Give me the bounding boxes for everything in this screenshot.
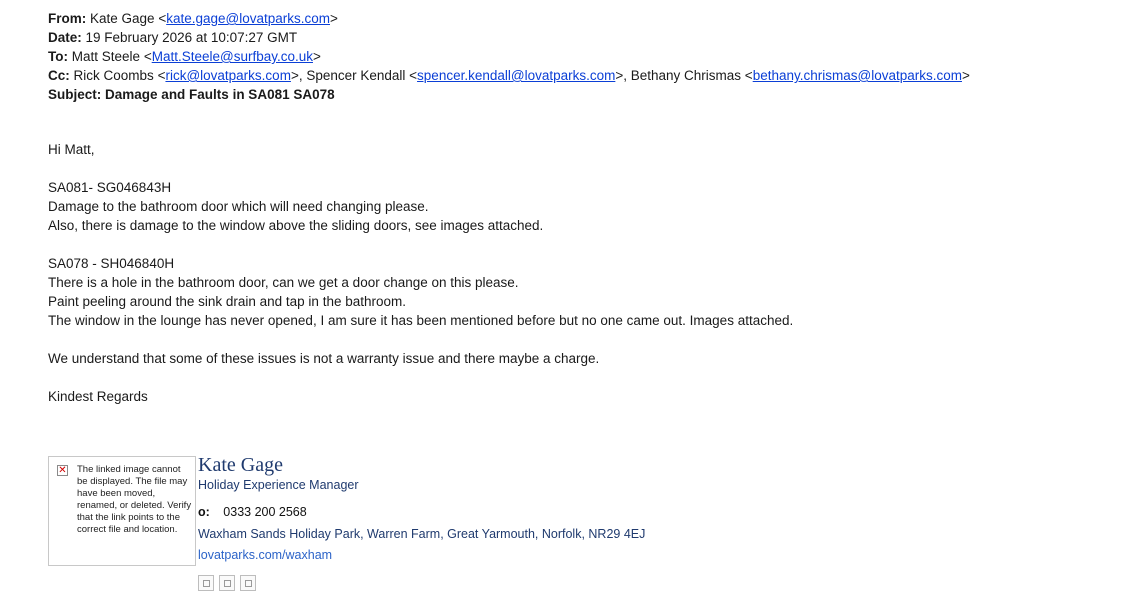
- warranty-note: We understand that some of these issues is not a warranty issue and there maybe a charge.: [48, 351, 600, 366]
- email-header: [48, 9, 970, 104]
- broken-image-icon: ✕: [58, 465, 67, 476]
- email-signature: [198, 453, 645, 564]
- from-label: From:: [48, 11, 87, 26]
- subject-row: [48, 85, 970, 104]
- signature-address: Waxham Sands Holiday Park, Warren Farm, Great Yarmouth, Norfolk, NR29 4EJ: [198, 527, 646, 541]
- date-row: [48, 28, 970, 47]
- signature-name: Kate Gage: [198, 454, 283, 476]
- body-line: The window in the lounge has never opened, I am sure it has been mentioned before but no one came out. Images attached.: [48, 313, 794, 328]
- body-line: SA078 - SH046840H: [48, 256, 175, 271]
- cc-label: Cc:: [48, 68, 70, 83]
- to-name: Matt Steele: [71, 49, 141, 64]
- cc-email-link[interactable]: bethany.chrismas@lovatparks.com: [752, 68, 962, 83]
- body-line: Damage to the bathroom door which will need changing please.: [48, 199, 429, 214]
- signature-website-link[interactable]: lovatparks.com/waxham: [198, 548, 333, 562]
- cc-name: Bethany Chrismas: [630, 68, 742, 83]
- to-row: To: Matt Steele <Matt.Steele@surfbay.co.uk>: [48, 49, 321, 64]
- greeting: Hi Matt,: [48, 142, 95, 157]
- body-line: SA081- SG046843H: [48, 180, 172, 195]
- broken-image-icon[interactable]: [219, 575, 235, 591]
- email-body: [48, 140, 793, 406]
- signature-role: Holiday Experience Manager: [198, 478, 359, 492]
- to-email-link[interactable]: Matt.Steele@surfbay.co.uk: [151, 49, 313, 64]
- broken-image-message: The linked image cannot be displayed. The file may have been moved, renamed, or deleted. Verify that the link points to the correct file and location.: [77, 464, 192, 535]
- body-line: There is a hole in the bathroom door, can we get a door change on this please.: [48, 275, 519, 290]
- date-label: Date:: [48, 30, 82, 45]
- body-line: Also, there is damage to the window above the sliding doors, see images attached.: [48, 218, 544, 233]
- cc-email-link[interactable]: rick@lovatparks.com: [165, 68, 291, 83]
- date-value: 19 February 2026 at 10:07:27 GMT: [85, 30, 298, 45]
- body-line: Paint peeling around the sink drain and tap in the bathroom.: [48, 294, 406, 309]
- cc-name: Spencer Kendall: [306, 68, 406, 83]
- cc-email-link[interactable]: spencer.kendall@lovatparks.com: [417, 68, 616, 83]
- broken-image-icon[interactable]: [240, 575, 256, 591]
- from-name: Kate Gage: [90, 11, 155, 26]
- from-email-link[interactable]: kate.gage@lovatparks.com: [166, 11, 330, 26]
- to-label: To:: [48, 49, 68, 64]
- signature-phone-row: [198, 504, 645, 521]
- social-icons: [198, 575, 256, 591]
- cc-row: Cc: Rick Coombs <rick@lovatparks.com>, Spencer Kendall <spencer.kendall@lovatparks.com>, Bethany Chrismas <bethany.chrismas@lovatparks.com>: [48, 68, 970, 83]
- phone-label: o:: [198, 505, 210, 519]
- broken-image-placeholder: [48, 456, 196, 566]
- cc-name: Rick Coombs: [73, 68, 154, 83]
- broken-image-icon[interactable]: [198, 575, 214, 591]
- from-row: From: Kate Gage <kate.gage@lovatparks.com>: [48, 11, 338, 26]
- signoff: Kindest Regards: [48, 389, 148, 404]
- signature-phone: 0333 200 2568: [223, 505, 307, 519]
- subject-label: Subject:: [48, 87, 102, 102]
- subject-value: Damage and Faults in SA081 SA078: [105, 87, 335, 102]
